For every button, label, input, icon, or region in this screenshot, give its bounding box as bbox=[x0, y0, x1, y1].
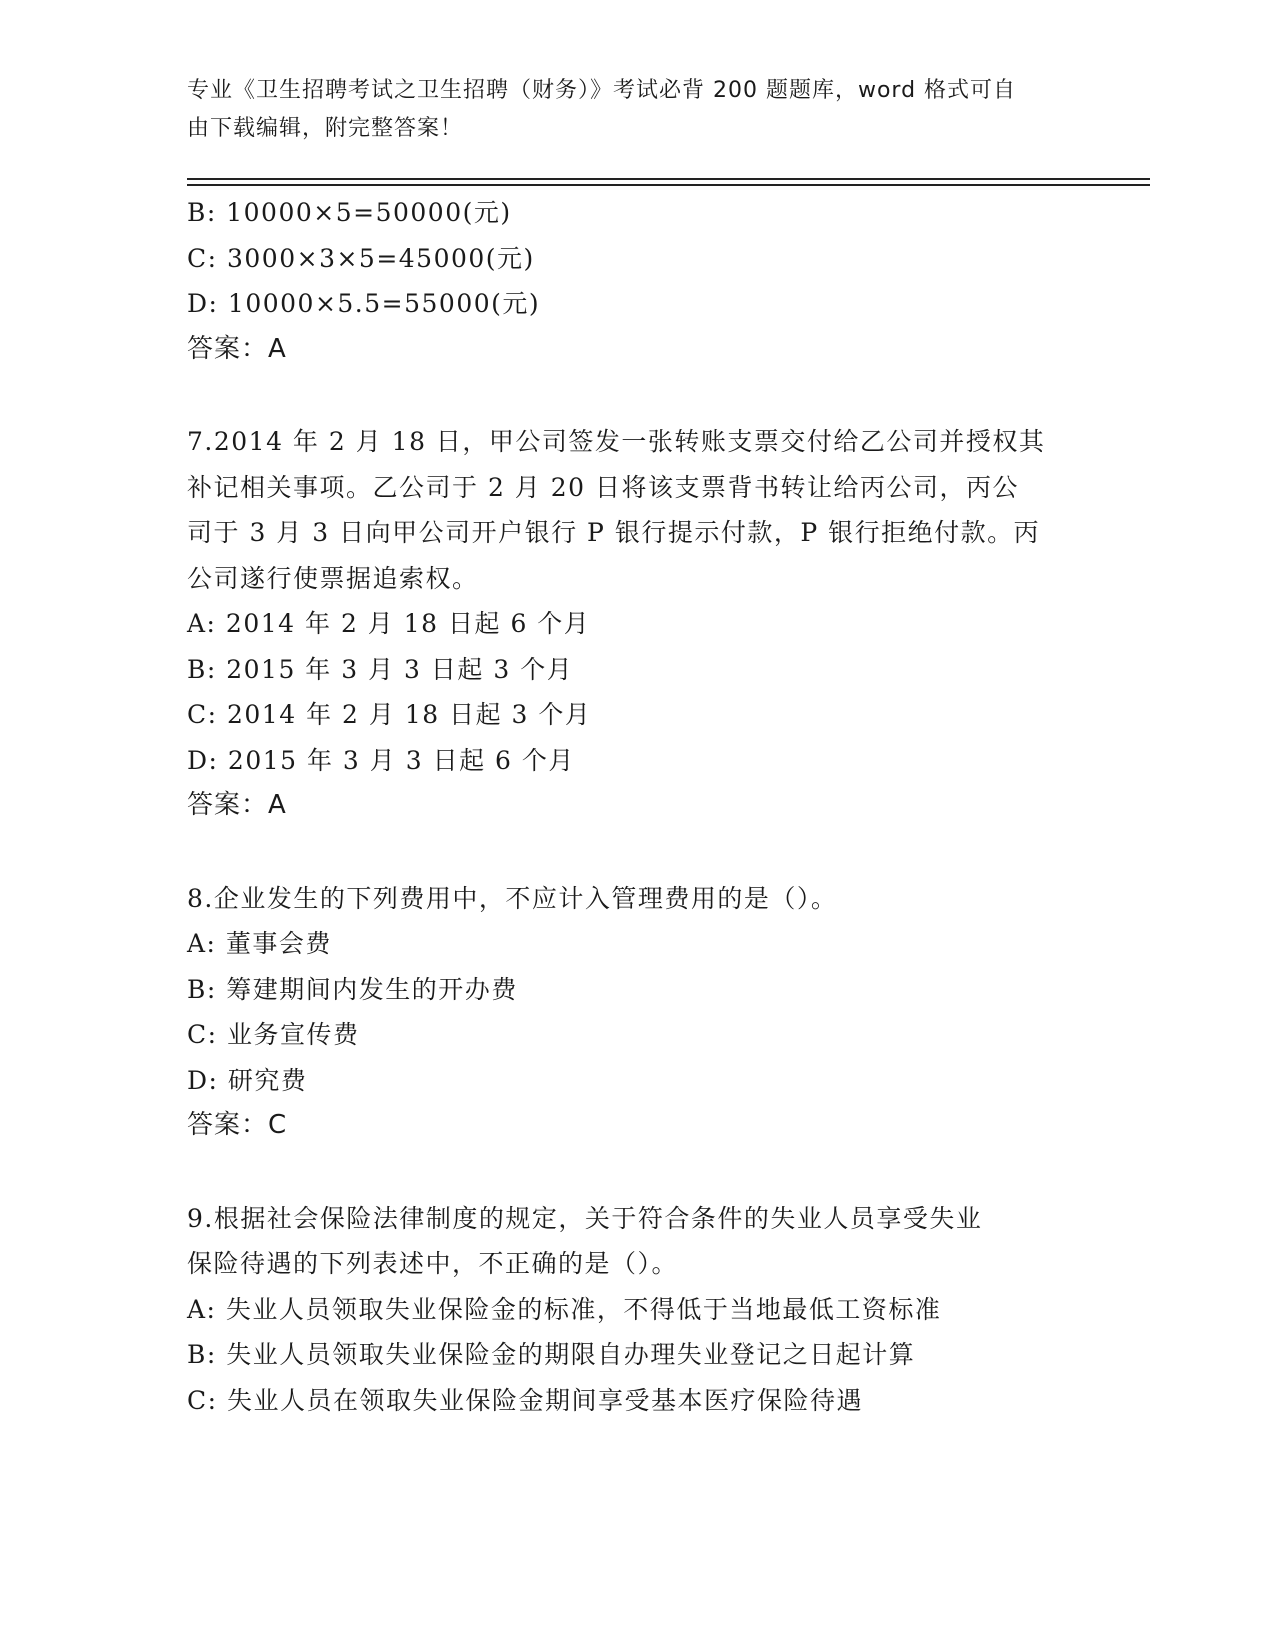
header-divider-bottom bbox=[187, 184, 1150, 186]
option-d: D: 10000×5.5=55000(元) bbox=[187, 289, 541, 318]
option-b: B: 2015 年 3 月 3 日起 3 个月 bbox=[187, 654, 574, 684]
option-d: D: 2015 年 3 月 3 日起 6 个月 bbox=[187, 745, 575, 775]
answer-line: 答案：C bbox=[187, 1110, 288, 1140]
option-d: D: 研究费 bbox=[187, 1065, 308, 1095]
answer-line: 答案：A bbox=[187, 333, 287, 364]
question-text-line: 司于 3 月 3 日向甲公司开户银行 P 银行提示付款，P 银行拒绝付款。丙 bbox=[187, 518, 1041, 547]
document-body bbox=[187, 190, 1117, 1423]
option-c: C: 2014 年 2 月 18 日起 3 个月 bbox=[187, 700, 592, 729]
question-text-line: 9.根据社会保险法律制度的规定，关于符合条件的失业人员享受失业 bbox=[187, 1203, 983, 1233]
question-text-line: 7.2014 年 2 月 18 日，甲公司签发一张转账支票交付给乙公司并授权其 bbox=[187, 427, 1046, 456]
header-divider-top bbox=[187, 178, 1150, 180]
question-block-7 bbox=[187, 419, 1117, 829]
option-b: B: 10000×5=50000(元) bbox=[187, 198, 512, 227]
option-b: B: 筹建期间内发生的开办费 bbox=[187, 974, 518, 1004]
question-text-line: 补记相关事项。乙公司于 2 月 20 日将该支票背书转让给丙公司，丙公 bbox=[187, 472, 1020, 502]
spacer bbox=[187, 1149, 1117, 1196]
question-text-line: 公司遂行使票据追索权。 bbox=[187, 563, 479, 593]
spacer bbox=[187, 372, 1117, 419]
document-header bbox=[187, 72, 1077, 148]
header-line-2: 由下载编辑，附完整答案！ bbox=[187, 116, 464, 141]
option-c: C: 业务宣传费 bbox=[187, 1020, 360, 1049]
question-block-9 bbox=[187, 1196, 1117, 1424]
question-text-line: 8.企业发生的下列费用中，不应计入管理费用的是（）。 bbox=[187, 883, 838, 913]
option-a: A: 2014 年 2 月 18 日起 6 个月 bbox=[187, 609, 591, 638]
option-b: B: 失业人员领取失业保险金的期限自办理失业登记之日起计算 bbox=[187, 1340, 916, 1369]
option-a: A: 失业人员领取失业保险金的标准，不得低于当地最低工资标准 bbox=[187, 1294, 942, 1324]
answer-line: 答案：A bbox=[187, 790, 287, 820]
option-c: C: 失业人员在领取失业保险金期间享受基本医疗保险待遇 bbox=[187, 1385, 864, 1415]
question-block-8 bbox=[187, 876, 1117, 1149]
option-c: C: 3000×3×5=45000(元) bbox=[187, 243, 535, 273]
option-a: A: 董事会费 bbox=[187, 929, 332, 958]
question-block-6-continued bbox=[187, 190, 1117, 372]
question-text-line: 保险待遇的下列表述中，不正确的是（）。 bbox=[187, 1249, 679, 1278]
spacer bbox=[187, 829, 1117, 876]
header-line-1: 专业《卫生招聘考试之卫生招聘（财务）》考试必背 200 题题库，word 格式可自 bbox=[187, 78, 1017, 103]
